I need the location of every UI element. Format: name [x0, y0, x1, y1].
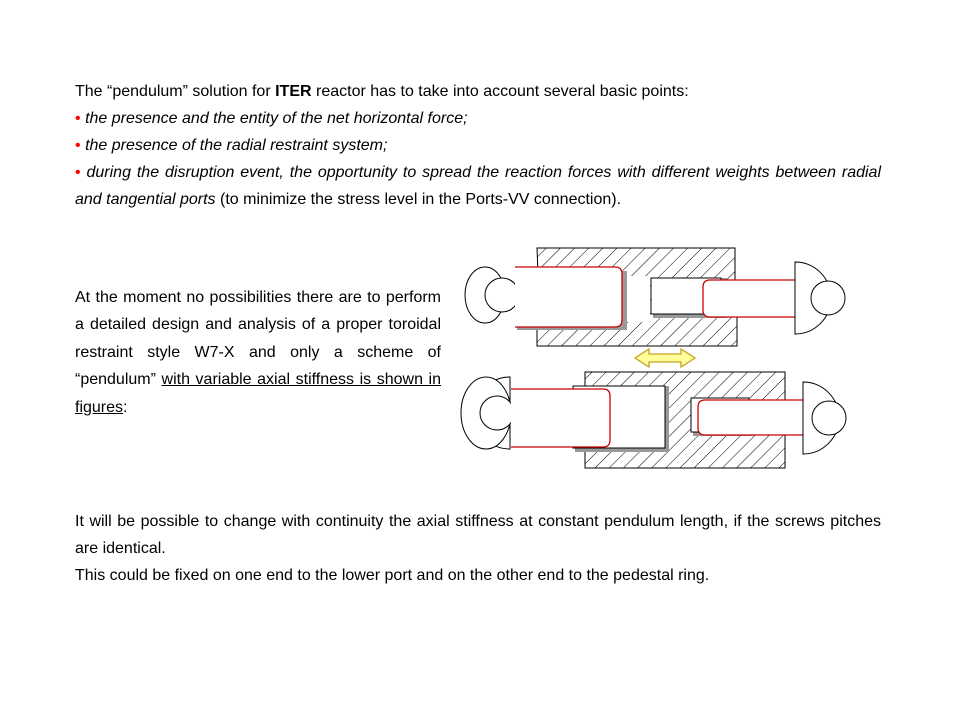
bottom-right-rod	[698, 400, 810, 435]
description-tail: :	[123, 398, 128, 416]
intro-lead-tail: reactor has to take into account several basic points:	[311, 83, 689, 100]
conclusion-section	[75, 508, 881, 589]
bullet-item-2	[75, 132, 881, 159]
bullet-icon: •	[75, 137, 81, 154]
intro-lead-text: The “pendulum” solution for	[75, 83, 276, 100]
top-left-pin-hole	[485, 278, 519, 312]
bullet-item-3	[75, 159, 881, 213]
description-paragraph	[75, 284, 441, 421]
iter-bold: ITER	[275, 83, 312, 100]
top-pendulum-assembly	[465, 248, 845, 346]
description-underlined: with variable axial stiffness is shown in figures	[75, 371, 442, 416]
top-right-rod	[703, 280, 805, 317]
intro-section	[75, 78, 881, 213]
double-arrow-icon	[635, 349, 695, 367]
intro-lead	[75, 78, 881, 105]
bottom-left-rod	[511, 389, 610, 447]
bullet-1-text: the presence and the entity of the net horizontal force;	[85, 110, 468, 127]
bullet-3-text: during the disruption event, the opportunity to spread the reaction forces with different weights between radial and tangential ports	[75, 164, 881, 208]
description-text: At the moment no possibilities there are to perform a detailed design and analysis of a proper toroidal restraint style W7-X and only a scheme of “pendulum”	[75, 289, 441, 389]
bullet-3-tail: (to minimize the stress level in the Ports-VV connection).	[215, 191, 622, 208]
pendulum-diagram	[455, 240, 880, 470]
bullet-icon: •	[75, 110, 81, 127]
top-gap	[625, 276, 650, 322]
top-right-pin-hole	[811, 281, 845, 315]
bullet-icon: •	[75, 164, 81, 181]
top-left-rod	[515, 267, 622, 327]
bottom-right-pin-hole	[812, 401, 846, 435]
bottom-left-pin-hole	[480, 396, 514, 430]
conclusion-line-1: It will be possible to change with continuity the axial stiffness at constant pendulum length, if the screws pitches are identical.	[75, 513, 881, 557]
bullet-item-1	[75, 105, 881, 132]
bottom-pendulum-assembly	[461, 372, 846, 468]
conclusion-line-2: This could be fixed on one end to the lower port and on the other end to the pedestal ring.	[75, 567, 710, 584]
bullet-2-text: the presence of the radial restraint system;	[85, 137, 388, 154]
